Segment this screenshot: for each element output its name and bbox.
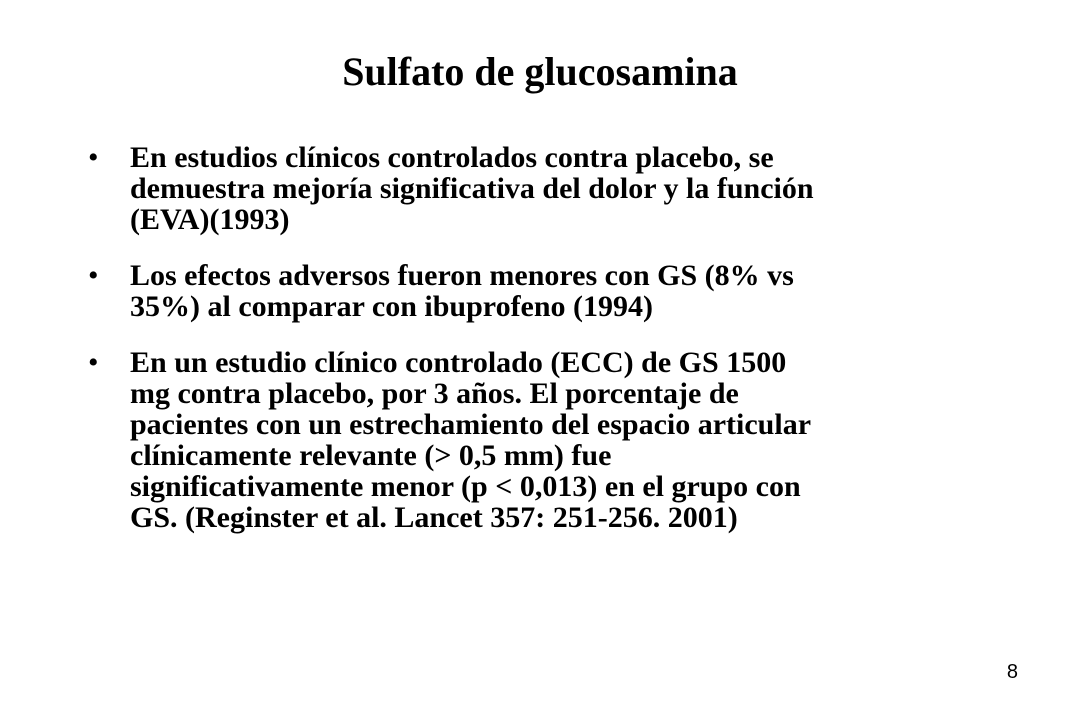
bullet-item xyxy=(88,142,988,235)
bullet-line: clínicamente relevante (> 0,5 mm) fue xyxy=(130,439,612,472)
bullet-line: Los efectos adversos fueron menores con GS (8% vs xyxy=(130,259,794,292)
bullet-item xyxy=(88,260,988,322)
bullet-line: (EVA)(1993) xyxy=(130,203,290,236)
page-number: 8 xyxy=(1006,661,1018,683)
bullet-list xyxy=(88,142,988,558)
bullet-icon: • xyxy=(88,346,99,379)
bullet-line: pacientes con un estrechamiento del espacio articular xyxy=(130,408,812,441)
slide-title: Sulfato de glucosamina xyxy=(342,49,738,94)
bullet-line: mg contra placebo, por 3 años. El porcentaje de xyxy=(130,377,739,410)
bullet-line: significativamente menor (p < 0,013) en el grupo con xyxy=(130,470,801,503)
bullet-line: GS. (Reginster et al. Lancet 357: 251-256. 2001) xyxy=(130,501,738,534)
bullet-icon: • xyxy=(88,259,99,292)
bullet-icon: • xyxy=(88,141,99,174)
bullet-line: En un estudio clínico controlado (ECC) de GS 1500 xyxy=(130,346,787,379)
bullet-item xyxy=(88,347,988,533)
bullet-line: 35%) al comparar con ibuprofeno (1994) xyxy=(130,290,654,323)
bullet-line: demuestra mejoría significativa del dolor y la función xyxy=(130,172,814,205)
bullet-line: En estudios clínicos controlados contra placebo, se xyxy=(130,141,774,174)
